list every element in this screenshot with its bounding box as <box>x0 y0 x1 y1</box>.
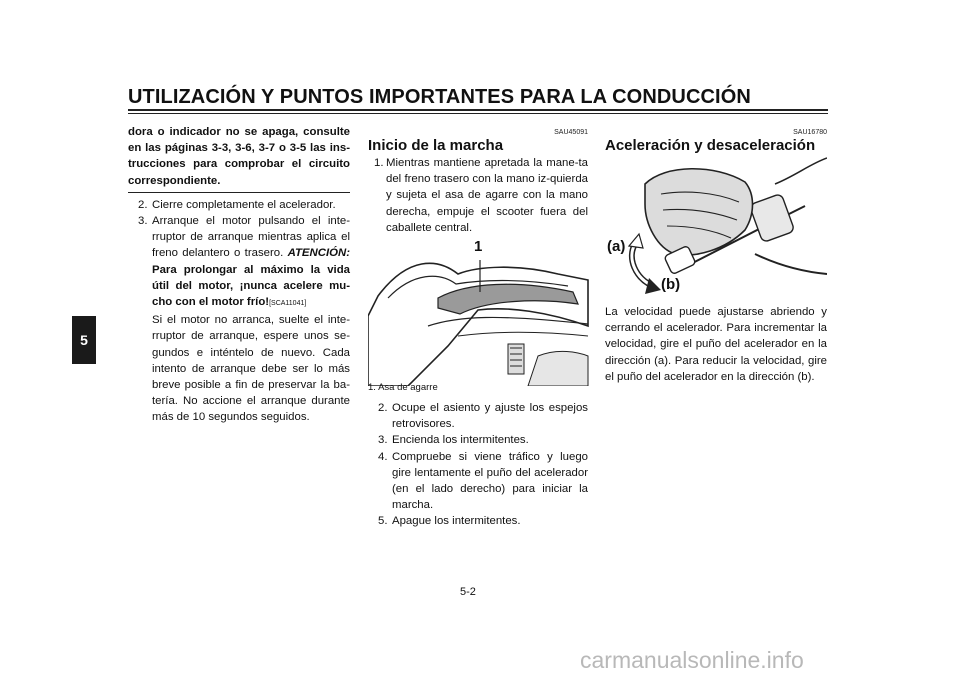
section-code: SAU16780 <box>793 129 827 136</box>
step-1 <box>368 155 588 236</box>
chapter-tab: 5 <box>72 316 96 364</box>
title-divider-thin <box>128 113 828 114</box>
step-item <box>368 400 588 432</box>
step-text: Mientras mantiene apretada la mane-ta del freno trasero con la mano iz-quierda y sujeta el asa de agarre con la mano derecha, empuje el scooter fuera del caballete central. <box>386 157 588 234</box>
direction-label-a: (a) <box>607 238 626 255</box>
title-divider <box>128 109 828 111</box>
step-3-followup: Si el motor no arranca, suelte el inte-rruptor de arranque, espere unos se-gundos e inténtelo de nuevo. Cada intento de arranque debe ser lo más breve posible a fin de preservar la ba-tería. No accione el arranque durante más de 10 segundos seguidos. <box>152 314 350 424</box>
step-number: 3. <box>138 215 148 228</box>
atencion-label: ATENCIÓN: <box>287 247 351 260</box>
acceleration-paragraph: La velocidad puede ajustarse abriendo y cerrando el acelerador. Para incrementar la velocidad, gire el puño del acelerador en la dirección (a). Para reducir la velocidad, gire el puño del acelerador en la dirección (b). <box>605 306 827 383</box>
page-title: UTILIZACIÓN Y PUNTOS IMPORTANTES PARA LA CONDUCCIÓN <box>128 86 751 108</box>
warning-end-rule <box>128 192 350 193</box>
scooter-seat-illustration <box>368 236 590 386</box>
step-item <box>368 513 588 529</box>
step-text: Compruebe si viene tráfico y luego gire lentamente el puño del acelerador (en el lado derecho) para iniciar la marcha. <box>392 450 588 512</box>
right-column <box>605 128 827 155</box>
step-text: Apague los intermitentes. <box>392 515 521 528</box>
step-number: 1. <box>374 157 384 169</box>
step-item <box>368 432 588 448</box>
figure-caption <box>368 380 588 396</box>
step-text: Arranque el motor pulsando el inte-rruptor de arranque mientras aplica el freno delantero o trasero. <box>152 215 350 260</box>
step-number: 4. <box>378 450 388 463</box>
direction-label-b: (b) <box>661 276 681 293</box>
caption-text: Asa de agarre <box>378 382 438 393</box>
step-2 <box>128 197 350 213</box>
middle-steps <box>368 400 588 530</box>
step-text: Cierre completamente el acelerador. <box>152 198 336 211</box>
warning-continued: dora o indicador no se apaga, consulte en las páginas 3-3, 3-6, 3-7 o 3-5 las ins-trucciones para comprobar el circuito correspondiente. <box>128 126 350 187</box>
grab-bar-figure <box>368 236 590 386</box>
section-heading: Aceleración y desaceleración <box>605 137 816 154</box>
atencion-code: [SCA11041] <box>269 300 307 308</box>
figure-callout-1: 1 <box>474 238 483 255</box>
step-number: 2. <box>378 402 388 414</box>
page-number: 5-2 <box>460 586 476 598</box>
step-text: Ocupe el asiento y ajuste los espejos retrovisores. <box>392 402 588 431</box>
middle-column <box>368 128 588 236</box>
throttle-hand-illustration <box>605 154 827 294</box>
step-number: 5. <box>378 515 388 528</box>
throttle-figure <box>605 154 827 294</box>
step-number: 3. <box>378 434 388 447</box>
section-heading: Inicio de la marcha <box>368 137 504 154</box>
left-column <box>128 124 350 426</box>
step-3 <box>128 213 350 426</box>
caption-number: 1. <box>368 382 376 393</box>
step-number: 2. <box>138 198 148 211</box>
step-text: Encienda los intermitentes. <box>392 434 529 447</box>
section-code: SAU45091 <box>554 129 588 136</box>
step-item <box>368 449 588 514</box>
atencion-text: Para prolongar al máximo la vida útil del motor, ¡nunca acelere mu-cho con el motor frío! <box>152 263 350 309</box>
watermark: carmanualsonline.info <box>580 647 804 673</box>
